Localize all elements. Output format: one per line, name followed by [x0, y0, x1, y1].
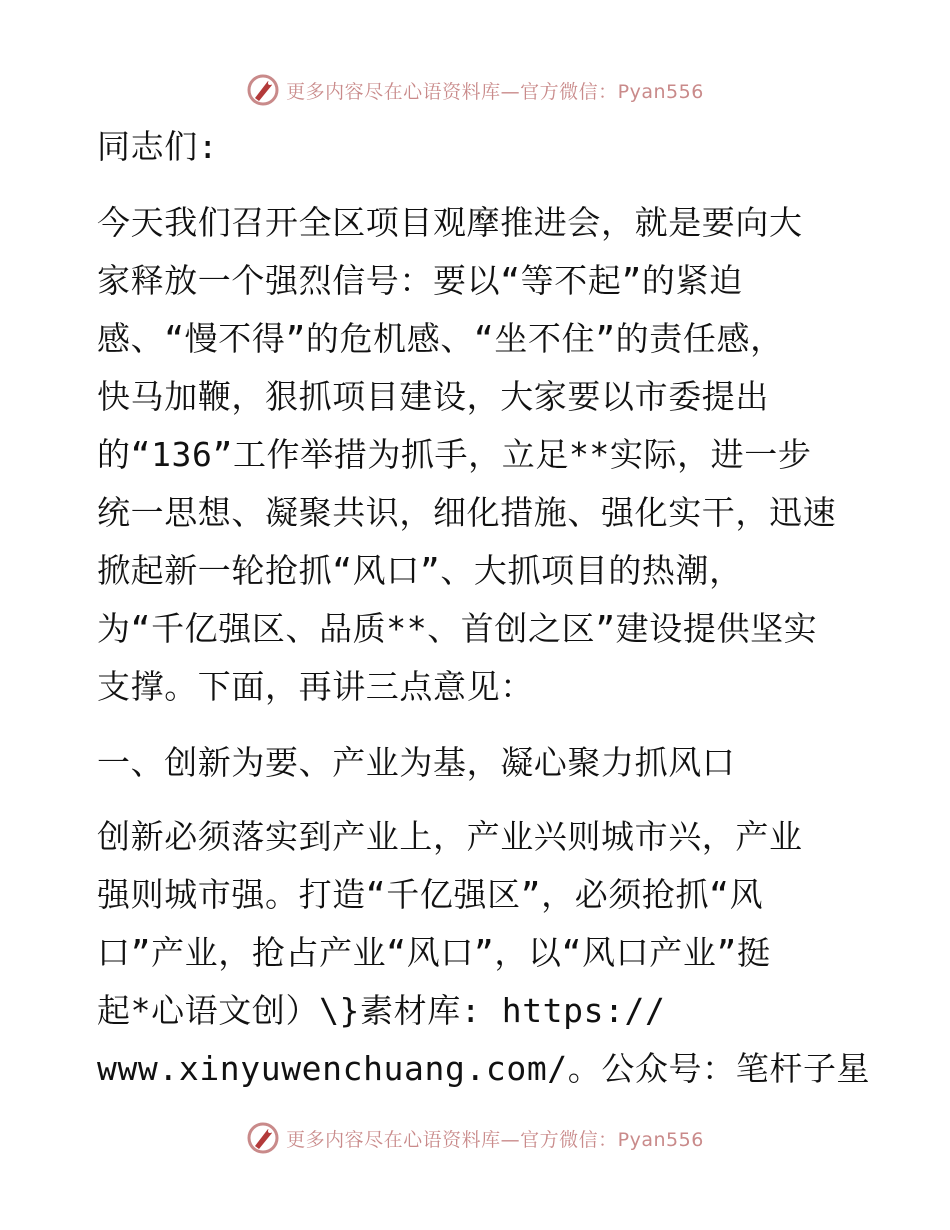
header-watermark-banner [0, 73, 950, 107]
text-line: 统一思想、凝聚共识，细化措施、强化实干，迅速 [97, 493, 837, 532]
text-line: 口”产业，抢占产业“风口”，以“风口产业”挺 [97, 933, 771, 972]
footer-watermark-banner [0, 1121, 950, 1155]
text-line: 强则城市强。打造“千亿强区”，必须抢抓“风 [97, 875, 764, 914]
text-line: 支撑。下面，再讲三点意见： [97, 667, 534, 706]
text-line: 感、“慢不得”的危机感、“坐不住”的责任感， [97, 319, 784, 358]
text-line: 今天我们召开全区项目观摩推进会，就是要向大 [97, 203, 803, 242]
header-watermark-text: 更多内容尽在心语资料库—官方微信：Pyan556 [286, 80, 704, 103]
section-heading: 一、创新为要、产业为基，凝心聚力抓风口 [97, 743, 736, 782]
text-line: 为“千亿强区、品质**、首创之区”建设提供坚实 [97, 609, 818, 648]
pen-nib-logo-icon [246, 73, 280, 107]
text-line: 家释放一个强烈信号：要以“等不起”的紧迫 [97, 261, 743, 300]
text-line: 起*心语文创）\}素材库: https:// [97, 991, 666, 1030]
text-line: 创新必须落实到产业上，产业兴则城市兴，产业 [97, 817, 803, 856]
text-line: 同志们: [97, 127, 219, 166]
text-line: www.xinyuwenchuang.com/。公众号：笔杆子星 [97, 1049, 871, 1088]
pen-nib-logo-icon [246, 1121, 280, 1155]
footer-watermark-text: 更多内容尽在心语资料库—官方微信：Pyan556 [286, 1128, 704, 1151]
text-line: 掀起新一轮抢抓“风口”、大抓项目的热潮， [97, 551, 743, 590]
text-line: 的“136”工作举措为抓手，立足**实际，进一步 [97, 435, 812, 474]
text-line: 快马加鞭，狠抓项目建设，大家要以市委提出 [97, 377, 769, 416]
